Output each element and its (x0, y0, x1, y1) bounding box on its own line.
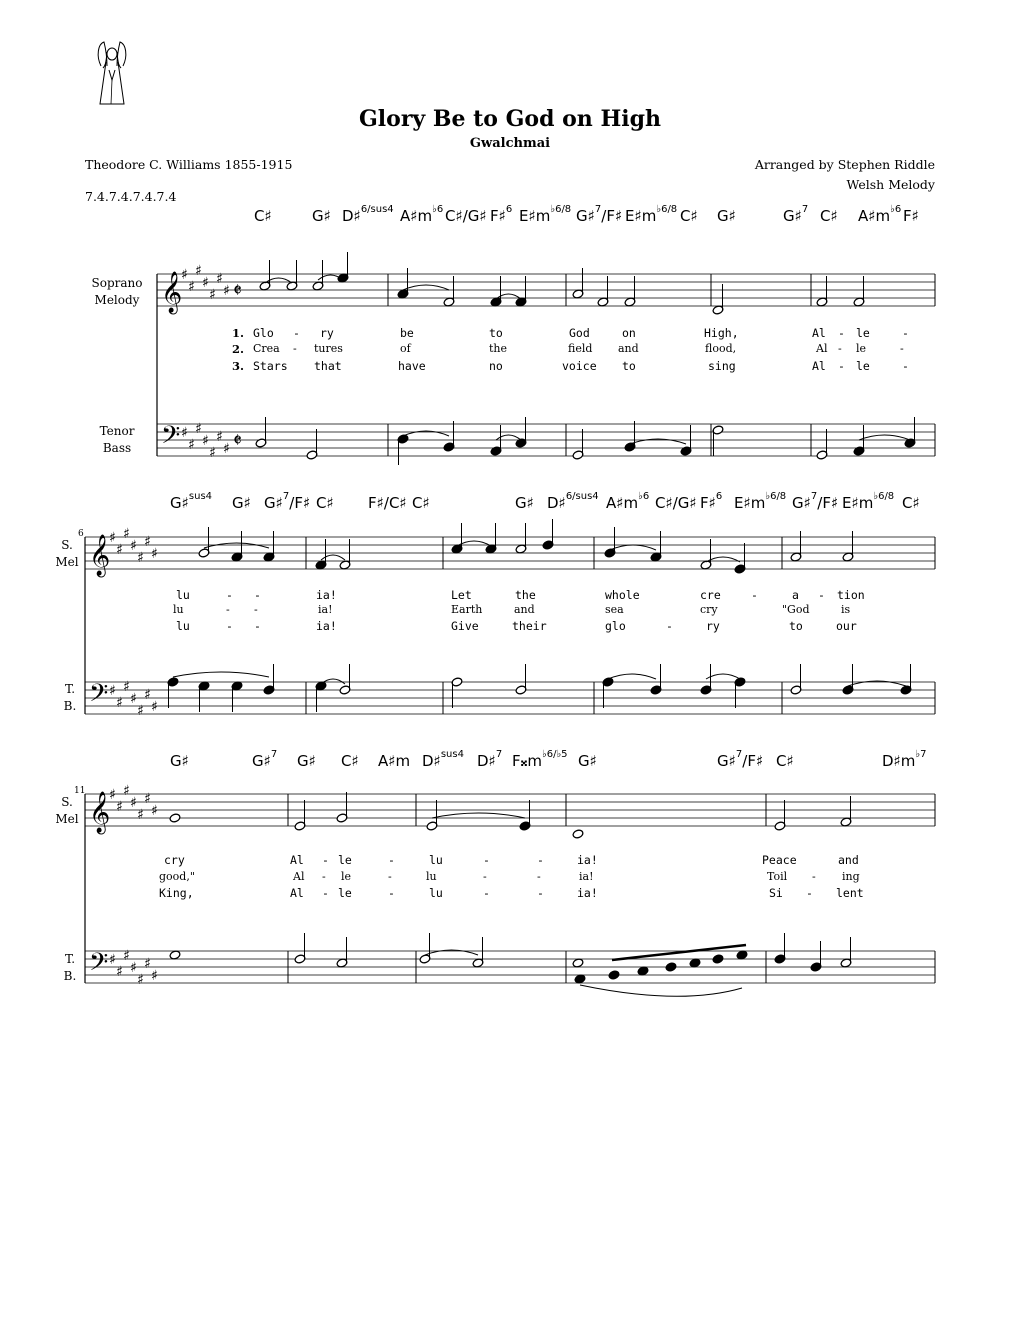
treble-clef: 𝄞 (89, 535, 111, 576)
lyric-syllable: le (856, 342, 867, 355)
lyric-syllable: le (338, 886, 352, 900)
upper-staff-label-short: S. Mel (55, 538, 79, 569)
lyric-syllable: - (226, 619, 233, 633)
lyric-syllable: voice (562, 359, 597, 373)
lyric-syllable: - (322, 853, 329, 867)
chord-symbol: C♯ (776, 752, 794, 770)
verse-number: 3. (232, 359, 245, 373)
lyric-syllable: tures (314, 342, 343, 355)
chord-symbol: F♯$^6$ (700, 491, 723, 512)
lyric-syllable: ry (706, 619, 720, 633)
lyric-syllable: - (838, 326, 845, 340)
key-signature-sharp: ♯ (109, 530, 116, 546)
key-signature-sharp: ♯ (123, 783, 130, 799)
chord-symbol: F♯/C♯ (368, 494, 407, 512)
lyric-syllable: on (622, 326, 636, 340)
lyric-syllable: have (398, 359, 426, 373)
lyric-syllable: High, (704, 326, 739, 340)
slur (706, 674, 740, 679)
lyric-syllable: - (666, 619, 673, 633)
lyric-syllable: - (226, 603, 230, 616)
lyric-syllable: ia! (579, 870, 594, 883)
key-signature-sharp: ♯ (144, 956, 151, 972)
lyric-syllable: Peace (762, 853, 797, 867)
lyric-syllable: Al (293, 870, 305, 883)
upper-staff-label: Soprano Melody (91, 276, 143, 307)
notehead (637, 966, 649, 976)
lyric-syllable: - (322, 870, 326, 883)
lyric-syllable: Let (451, 588, 472, 602)
lyric-syllable: - (388, 886, 395, 900)
verse-number: 2. (232, 342, 245, 356)
key-signature-sharp: ♯ (223, 441, 230, 457)
lyric-syllable: Al (812, 326, 826, 340)
chord-symbol: $D♯m^{♭7}$ (882, 749, 927, 770)
bass-clef: 𝄢 (161, 421, 181, 456)
lyric-syllable: lu (173, 603, 184, 616)
key-signature-sharp: ♯ (209, 445, 216, 461)
chord-symbol: C♯ (820, 207, 838, 225)
notehead (169, 813, 181, 823)
chord-symbol: G♯$^7$/F♯ (576, 204, 623, 225)
notehead (572, 829, 584, 839)
lyric-syllable: and (514, 603, 535, 616)
lyric-syllable: to (489, 326, 503, 340)
lyric-syllable: - (254, 588, 261, 602)
chord-symbol: F♯ (903, 207, 919, 225)
key-signature-sharp: ♯ (130, 691, 137, 707)
lyric-syllable: - (483, 853, 490, 867)
lyric-syllable: field (568, 342, 593, 355)
key-signature-sharp: ♯ (130, 538, 137, 554)
lyric-syllable: ia! (577, 886, 598, 900)
chord-symbol: G♯$^7$ (783, 204, 809, 225)
key-signature-sharp: ♯ (151, 803, 158, 819)
lyric-syllable: le (856, 326, 870, 340)
slur (496, 435, 521, 440)
lyric-syllable: lu (429, 853, 443, 867)
chord-symbol: F♯$^6$ (490, 204, 513, 225)
notehead (736, 950, 748, 960)
key-signature-sharp: ♯ (202, 433, 209, 449)
lyric-syllable: lu (426, 870, 437, 883)
lyric-syllable: - (254, 619, 261, 633)
lyric-syllable: ia! (577, 853, 598, 867)
lyric-syllable: - (388, 870, 392, 883)
lyric-syllable: ia! (316, 588, 337, 602)
lyric-syllable: no (489, 359, 503, 373)
key-signature-sharp: ♯ (181, 425, 188, 441)
bass-clef: 𝄢 (89, 948, 109, 983)
key-signature-sharp: ♯ (116, 964, 123, 980)
lyric-syllable: - (254, 603, 258, 616)
key-signature-sharp: ♯ (216, 429, 223, 445)
key-signature-sharp: ♯ (137, 703, 144, 719)
key-signature-sharp: ♯ (130, 795, 137, 811)
lyric-syllable: - (806, 886, 813, 900)
slur (859, 435, 910, 440)
time-signature: 𝄵 (233, 428, 242, 452)
lyric-syllable: - (293, 342, 297, 355)
chord-symbol: G♯ (297, 752, 316, 770)
key-signature-sharp: ♯ (144, 687, 151, 703)
lyric-syllable: Al (816, 342, 828, 355)
slur (608, 674, 656, 679)
chord-symbol: A♯m (378, 752, 411, 770)
key-signature-sharp: ♯ (188, 279, 195, 295)
slur (204, 543, 269, 548)
lyric-syllable: - (483, 870, 487, 883)
lyric-syllable: - (537, 886, 544, 900)
lyric-syllable: to (789, 619, 803, 633)
key-signature-sharp: ♯ (137, 807, 144, 823)
chord-symbol: $F𝄪m^{♭6/♭5}$ (512, 749, 568, 770)
notehead (712, 954, 724, 964)
beam (612, 945, 746, 960)
slur (610, 545, 656, 550)
lyric-syllable: - (902, 359, 909, 373)
treble-clef: 𝄞 (89, 792, 111, 833)
lyric-syllable: Earth (451, 603, 483, 616)
lyric-syllable: lu (176, 619, 190, 633)
key-signature-sharp: ♯ (137, 550, 144, 566)
lyric-syllable: be (400, 326, 414, 340)
lyric-syllable: and (618, 342, 639, 355)
lyric-syllable: - (838, 359, 845, 373)
chord-symbol: C♯ (254, 207, 272, 225)
lyric-syllable: le (341, 870, 352, 883)
key-signature-sharp: ♯ (116, 542, 123, 558)
key-signature-sharp: ♯ (144, 791, 151, 807)
treble-clef: 𝄞 (161, 272, 183, 313)
chord-symbol: D♯$^{6/sus4}$ (547, 491, 599, 512)
lyric-syllable: cry (700, 603, 718, 616)
lyric-syllable: that (314, 359, 342, 373)
lyric-syllable: our (836, 619, 857, 633)
lyric-syllable: - (900, 342, 904, 355)
lyric-syllable: - (902, 326, 909, 340)
lyric-syllable: ia! (318, 603, 333, 616)
slur (173, 672, 269, 677)
chord-symbol: C♯ (902, 494, 920, 512)
key-signature-sharp: ♯ (216, 271, 223, 287)
lyric-syllable: - (483, 886, 490, 900)
key-signature-sharp: ♯ (151, 699, 158, 715)
lyric-syllable: flood, (705, 342, 737, 355)
chord-symbol: C♯/G♯ (655, 494, 697, 512)
measure-number: 6 (78, 529, 84, 539)
chord-symbol: $A♯m^{♭6}$ (606, 491, 650, 512)
lyric-syllable: - (838, 342, 842, 355)
lyric-syllable: good," (159, 870, 195, 883)
lyric-syllable: lent (836, 886, 864, 900)
key-signature-sharp: ♯ (123, 948, 130, 964)
lyric-syllable: le (856, 359, 870, 373)
lower-staff-label-short: T. B. (63, 952, 77, 983)
chord-symbol: G♯ (232, 494, 251, 512)
key-signature-sharp: ♯ (195, 263, 202, 279)
slur (580, 985, 742, 996)
chord-symbol: C♯/G♯ (445, 207, 487, 225)
chord-symbol: G♯$^{sus4}$ (170, 491, 213, 512)
lyric-syllable: glo (605, 619, 626, 633)
chord-symbol: $A♯m^{♭6}$ (400, 204, 444, 225)
lower-staff-label: Tenor Bass (99, 424, 135, 455)
lyric-syllable: sing (708, 359, 736, 373)
lower-staff-label-short: T. B. (63, 682, 77, 713)
lyric-syllable: cre (700, 588, 721, 602)
key-signature-sharp: ♯ (202, 275, 209, 291)
chord-symbol: G♯ (717, 207, 736, 225)
lyric-syllable: Si (769, 886, 783, 900)
lyric-syllable: lu (429, 886, 443, 900)
chord-symbol: $E♯m^{♭6/8}$ (734, 491, 787, 512)
lyric-syllable: cry (164, 853, 185, 867)
key-signature-sharp: ♯ (181, 267, 188, 283)
notehead (574, 974, 586, 984)
lyric-syllable: - (293, 326, 300, 340)
lyric-syllable: Glo (253, 326, 274, 340)
chord-symbol: C♯ (341, 752, 359, 770)
lyric-syllable: Al (290, 886, 304, 900)
tune-name: Gwalchmai (469, 136, 551, 151)
chord-symbol: G♯$^7$/F♯ (264, 491, 311, 512)
lyric-syllable: lu (176, 588, 190, 602)
lyric-syllable: to (622, 359, 636, 373)
notehead (608, 970, 620, 980)
page-title: Glory Be to God on High (359, 106, 661, 132)
lyric-syllable: - (537, 870, 541, 883)
slur (321, 555, 345, 560)
meter: 7.4.7.4.7.4.7.4 (85, 189, 177, 204)
lyric-syllable: King, (159, 886, 194, 900)
lyric-syllable: - (818, 588, 825, 602)
chord-symbol: G♯ (515, 494, 534, 512)
lyric-syllable: their (512, 619, 547, 633)
lyric-syllable: Al (290, 853, 304, 867)
chord-symbol: D♯$^7$ (477, 749, 503, 770)
notehead (572, 958, 584, 968)
lyric-syllable: of (400, 342, 411, 355)
lyric-syllable: the (489, 342, 508, 355)
chord-symbol: G♯ (170, 752, 189, 770)
lyric-syllable: - (537, 853, 544, 867)
lyric-syllable: God (569, 326, 590, 340)
key-signature-sharp: ♯ (151, 968, 158, 984)
key-signature-sharp: ♯ (130, 960, 137, 976)
lyric-syllable: ry (320, 326, 334, 340)
lyric-syllable: Stars (253, 359, 288, 373)
chord-symbol: G♯$^7$ (252, 749, 278, 770)
notehead (665, 962, 677, 972)
lyric-syllable: sea (605, 603, 624, 616)
lyric-syllable: ia! (316, 619, 337, 633)
key-signature-sharp: ♯ (123, 526, 130, 542)
bass-clef: 𝄢 (89, 679, 109, 714)
key-signature-sharp: ♯ (151, 546, 158, 562)
lyric-syllable: - (812, 870, 816, 883)
lyric-syllable: - (226, 588, 233, 602)
key-signature-sharp: ♯ (109, 787, 116, 803)
notehead (169, 950, 181, 960)
lyric-syllable: Al (812, 359, 826, 373)
arranger: Arranged by Stephen Riddle (754, 157, 935, 172)
chord-symbol: G♯$^7$/F♯ (717, 749, 764, 770)
chord-symbol: G♯$^7$/F♯ (792, 491, 839, 512)
chord-symbol: $A♯m^{♭6}$ (858, 204, 902, 225)
lyric-syllable: "God (782, 603, 810, 616)
chord-symbol: $E♯m^{♭6/8}$ (625, 204, 678, 225)
chord-symbol: C♯ (412, 494, 430, 512)
notehead (689, 958, 701, 968)
chord-symbol: G♯ (312, 207, 331, 225)
key-signature-sharp: ♯ (137, 972, 144, 988)
tune-source: Welsh Melody (846, 177, 935, 192)
key-signature-sharp: ♯ (144, 534, 151, 550)
slur (403, 285, 449, 290)
lyric-syllable: le (338, 853, 352, 867)
key-signature-sharp: ♯ (109, 683, 116, 699)
chord-symbol: C♯ (316, 494, 334, 512)
key-signature-sharp: ♯ (223, 283, 230, 299)
key-signature-sharp: ♯ (209, 287, 216, 303)
lyric-syllable: whole (605, 588, 640, 602)
upper-staff-label-short: S. Mel (55, 795, 79, 826)
chord-symbol: $E♯m^{♭6/8}$ (842, 491, 895, 512)
key-signature-sharp: ♯ (116, 799, 123, 815)
author: Theodore C. Williams 1855-1915 (85, 157, 293, 172)
lyric-syllable: a (792, 588, 799, 602)
lyric-syllable: and (838, 853, 859, 867)
lyric-syllable: tion (837, 588, 865, 602)
chord-symbol: D♯$^{6/sus4}$ (342, 204, 394, 225)
measure-number: 11 (74, 786, 86, 796)
key-signature-sharp: ♯ (188, 437, 195, 453)
key-signature-sharp: ♯ (116, 695, 123, 711)
lyric-syllable: - (751, 588, 758, 602)
key-signature-sharp: ♯ (123, 679, 130, 695)
key-signature-sharp: ♯ (109, 952, 116, 968)
lyric-syllable: Give (451, 619, 479, 633)
chord-symbol: G♯ (578, 752, 597, 770)
lyric-syllable: the (515, 588, 536, 602)
lyric-syllable: - (388, 853, 395, 867)
lyric-syllable: ing (842, 870, 860, 883)
verse-number: 1. (232, 326, 245, 340)
lyric-syllable: Toil (767, 870, 788, 883)
slur (432, 813, 525, 818)
lyric-syllable: is (841, 603, 851, 616)
lyric-syllable: Crea (253, 342, 280, 355)
key-signature-sharp: ♯ (195, 421, 202, 437)
chord-symbol: D♯$^{sus4}$ (422, 749, 464, 770)
time-signature: 𝄵 (233, 278, 242, 302)
chord-symbol: C♯ (680, 207, 698, 225)
lyric-syllable: - (322, 886, 329, 900)
chord-symbol: $E♯m^{♭6/8}$ (519, 204, 572, 225)
